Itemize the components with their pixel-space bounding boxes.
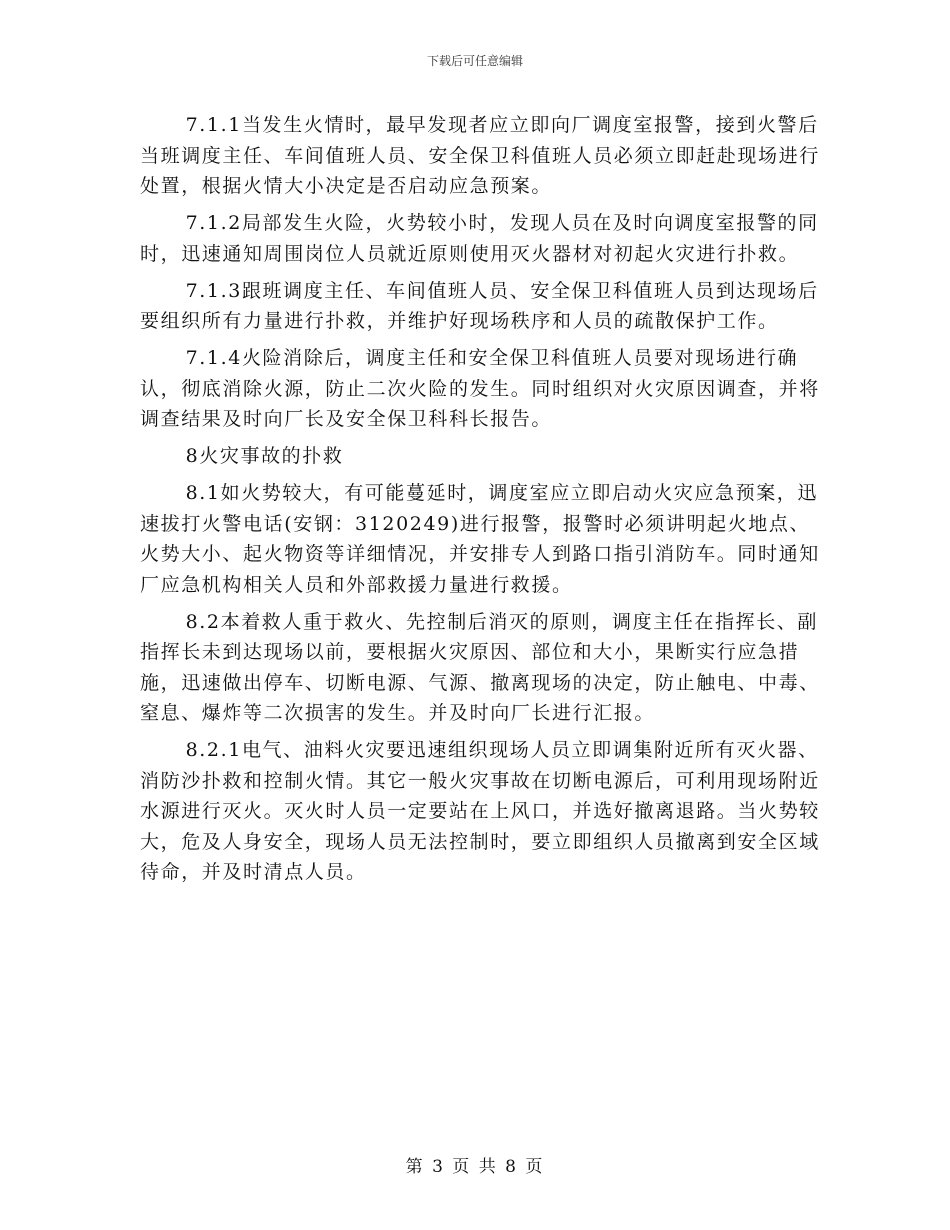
paragraph-7-1-1: 7.1.1当发生火情时，最早发现者应立即向厂调度室报警，接到火警后当班调度主任、车间值班人员、安全保卫科值班人员必须立即赶赴现场进行处置，根据火情大小决定是否启动应急预案。: [140, 114, 820, 197]
paragraph-8-2-1: 8.2.1电气、油料火灾要迅速组织现场人员立即调集附近所有灭火器、消防沙扑救和控制火情。其它一般火灾事故在切断电源后，可利用现场附近水源进行灭火。灭火时人员一定要站在上风口，并选好撤离退路。当火势较大，危及人身安全，现场人员无法控制时，要立即组织人员撤离到安全区域待命，并及时清点人员。: [140, 739, 820, 883]
paragraph-8-2: 8.2本着救人重于救火、先控制后消灭的原则，调度主任在指挥长、副指挥长未到达现场以前，要根据火灾原因、部位和大小，果断实行应急措施，迅速做出停车、切断电源、气源、撤离现场的决定，防止触电、中毒、窒息、爆炸等二次损害的发生。并及时向厂长进行汇报。: [140, 610, 820, 724]
page-header: 下载后可任意编辑: [426, 54, 523, 68]
footer-current-page: 3: [432, 1157, 445, 1177]
section-heading-8: 8火灾事故的扑救: [185, 445, 344, 467]
footer-prefix: 第: [405, 1157, 425, 1177]
footer-total-pages: 8: [505, 1157, 518, 1177]
footer-middle: 页 共: [452, 1157, 498, 1177]
page-footer: [0, 1152, 950, 1177]
footer-suffix: 页: [525, 1157, 545, 1177]
paragraph-8-1: 8.1如火势较大，有可能蔓延时，调度室应立即启动火灾应急预案，迅速拔打火警电话(安钢：3120249)进行报警，报警时必须讲明起火地点、火势大小、起火物资等详细情况，并安排专人到路口指引消防车。同时通知厂应急机构相关人员和外部救援力量进行救援。: [140, 482, 820, 596]
paragraph-7-1-2: 7.1.2局部发生火险，火势较小时，发现人员在及时向调度室报警的同时，迅速通知周围岗位人员就近原则使用灭火器材对初起火灾进行扑救。: [140, 212, 819, 265]
document-body: [140, 110, 830, 894]
paragraph-7-1-4: 7.1.4火险消除后，调度主任和安全保卫科值班人员要对现场进行确认，彻底消除火源，防止二次火险的发生。同时组织对火灾原因调查，并将调查结果及时向厂长及安全保卫科科长报告。: [140, 347, 820, 430]
paragraph-7-1-3: 7.1.3跟班调度主任、车间值班人员、安全保卫科值班人员到达现场后要组织所有力量进行扑救，并维护好现场秩序和人员的疏散保护工作。: [140, 279, 819, 332]
